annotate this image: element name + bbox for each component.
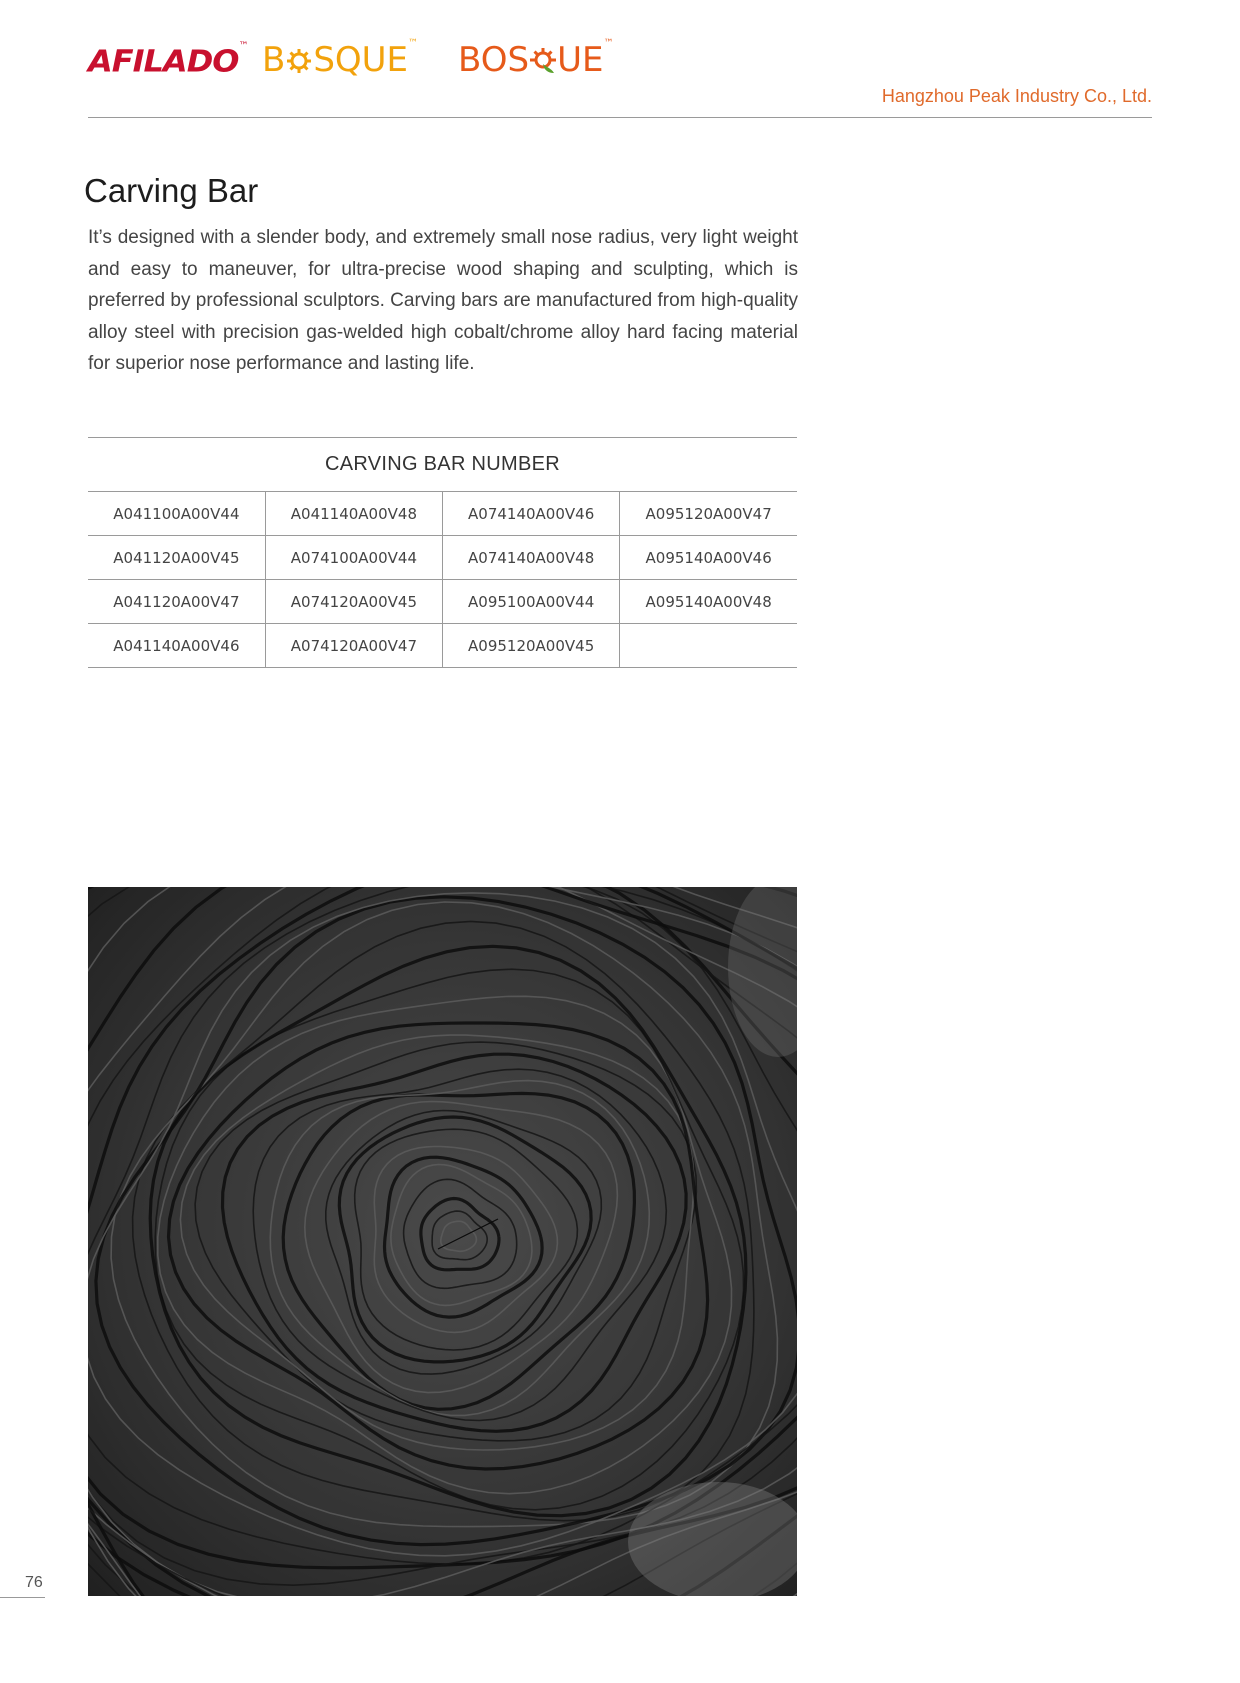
company-name: Hangzhou Peak Industry Co., Ltd. — [881, 86, 1152, 106]
table-cell — [620, 624, 797, 668]
table-cell: A041140A00V48 — [265, 492, 442, 536]
page-title: Carving Bar — [84, 172, 259, 209]
table-cell: A074100A00V44 — [265, 536, 442, 580]
table-row — [88, 536, 797, 580]
product-description: It’s designed with a slender body, and extremely small nose radius, very light weight and easy to maneuver, for ultra-precise wood shaping and sculpting, which is preferred by professional sculptors. Carving bars are manufactured from high-quality alloy steel with precision gas-welded high cobalt/chrome alloy hard facing material for superior nose performance and lasting life. — [88, 227, 798, 374]
table-heading: CARVING BAR NUMBER — [88, 438, 797, 492]
table-row — [88, 580, 797, 624]
part-number-grid — [88, 492, 797, 668]
table-row — [88, 492, 797, 536]
gear-icon — [286, 48, 312, 74]
table-cell: A095140A00V46 — [620, 536, 797, 580]
table-cell: A074140A00V46 — [443, 492, 620, 536]
table-cell: A074140A00V48 — [443, 536, 620, 580]
part-number-table — [88, 437, 797, 668]
table-cell: A041120A00V47 — [88, 580, 265, 624]
bosque-yellow-logo: B SQUE™ — [262, 38, 419, 80]
page-number: 76 — [25, 1574, 43, 1591]
table-cell: A095100A00V44 — [443, 580, 620, 624]
table-cell: A041100A00V44 — [88, 492, 265, 536]
table-cell: A074120A00V45 — [265, 580, 442, 624]
table-cell: A074120A00V47 — [265, 624, 442, 668]
tree-rings-illustration — [88, 887, 797, 1596]
table-cell: A041140A00V46 — [88, 624, 265, 668]
header-divider — [88, 117, 1152, 118]
footer-rule — [0, 1597, 45, 1598]
gear-leaf-icon — [530, 48, 556, 74]
tree-rings-photo — [88, 887, 797, 1596]
afilado-logo: AFILADO™ — [88, 41, 248, 80]
table-row — [88, 624, 797, 668]
table-cell: A095120A00V47 — [620, 492, 797, 536]
table-cell: A041120A00V45 — [88, 536, 265, 580]
bosque-orange-logo: BOS UE™ — [458, 38, 614, 80]
table-cell: A095120A00V45 — [443, 624, 620, 668]
table-cell: A095140A00V48 — [620, 580, 797, 624]
